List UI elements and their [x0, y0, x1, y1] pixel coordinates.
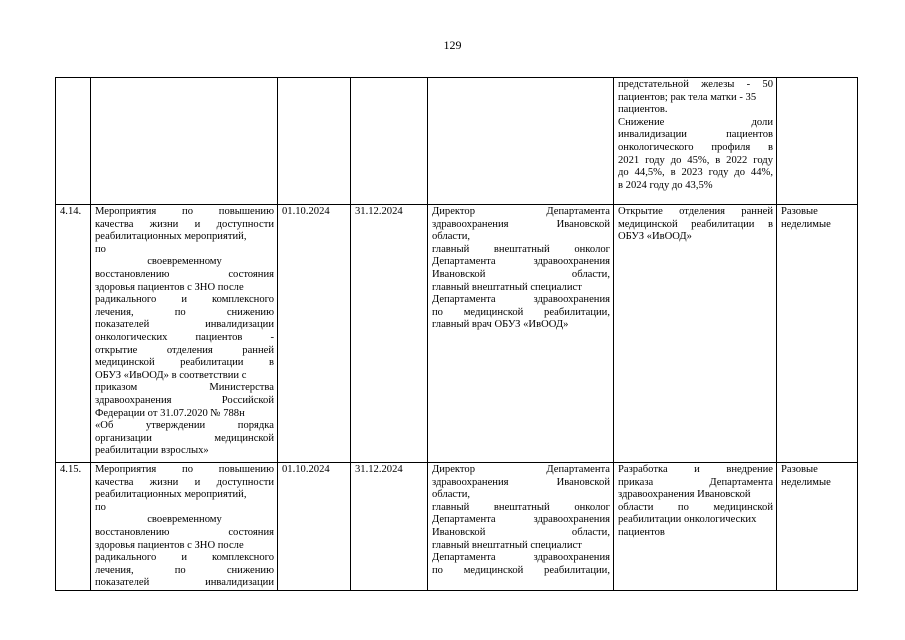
text-line: области, [432, 489, 471, 501]
text-line: Департамента здравоохранения [432, 514, 610, 526]
text-line: Открытие отделения ранней [618, 206, 773, 217]
text-line: по медицинской реабилитации, [432, 306, 610, 318]
text-line: до 44,5%, в 2023 году до 44%, [618, 167, 773, 179]
text-line: медицинской реабилитации в [95, 357, 274, 369]
text-line: Ивановской области, [432, 526, 610, 538]
text-line: Разовые [781, 464, 818, 475]
text-line: лечения, по снижению [95, 564, 274, 576]
text-line: приказом Министерства [95, 382, 274, 394]
text-line: по медицинской реабилитации, [432, 564, 610, 576]
cell-type [777, 78, 858, 205]
text-line: восстановлению состояния [95, 268, 274, 280]
cell-type [777, 463, 858, 591]
text-line: главный внештатный онколог [432, 243, 610, 255]
text-line: здоровья пациентов с ЗНО после [95, 539, 244, 551]
cell-number: 4.15. [56, 463, 91, 591]
text-line: реабилитации взрослых» [95, 445, 209, 457]
cell-end-date: 31.12.2024 [351, 205, 428, 463]
page-number: 129 [443, 38, 462, 52]
text-line: своевременному [147, 514, 222, 526]
text-line: Федерации от 31.07.2020 № 788н [95, 407, 245, 419]
text-line: лечения, по снижению [95, 306, 274, 318]
measures-table [55, 77, 858, 591]
text-line: главный внештатный специалист [432, 281, 582, 293]
text-line: онкологического профиля в [618, 141, 773, 153]
text-line: «Об утверждении порядка [95, 420, 274, 432]
text-line: Департамента здравоохранения [432, 294, 610, 306]
text-line: показателей инвалидизации [95, 319, 274, 331]
text-line: в 2024 году до 43,5% [618, 179, 713, 191]
cell-start-date [278, 78, 351, 205]
text-line: неделимые [781, 218, 831, 230]
text-line: Разовые [781, 206, 818, 217]
text-line: Мероприятия по повышению [95, 464, 274, 475]
cell-end-date [351, 78, 428, 205]
text-line: предстательной железы - 50 [618, 79, 773, 90]
cell-activity [91, 78, 278, 205]
text-line: здравоохранения Российской [95, 394, 274, 406]
text-line: радикального и комплексного [95, 294, 274, 306]
text-line: пациентов. [618, 104, 668, 116]
cell-number [56, 78, 91, 205]
table-row-continuation [56, 78, 858, 205]
text-line: Ивановской области, [432, 268, 610, 280]
text-line: здоровья пациентов с ЗНО после [95, 281, 244, 293]
text-line: Мероприятия по повышению [95, 206, 274, 217]
text-line: по [95, 501, 106, 513]
text-line: показателей инвалидизации [95, 577, 274, 589]
text-line: Директор Департамента [432, 464, 610, 475]
cell-end-date: 31.12.2024 [351, 463, 428, 591]
cell-number: 4.14. [56, 205, 91, 463]
cell-responsible [428, 78, 614, 205]
cell-start-date: 01.10.2024 [278, 463, 351, 591]
cell-result [614, 463, 777, 591]
text-line: реабилитации онкологических [618, 514, 757, 526]
text-line: пациентов; рак тела матки - 35 [618, 91, 757, 103]
text-line: открытие отделения ранней [95, 344, 274, 356]
text-line: области, [432, 231, 471, 243]
text-line: Департамента здравоохранения [432, 552, 610, 564]
cell-responsible [428, 463, 614, 591]
text-line: здравоохранения Ивановской [432, 218, 610, 230]
text-line: радикального и комплексного [95, 552, 274, 564]
text-line: качества жизни и доступности [95, 476, 274, 488]
text-line: здравоохранения Ивановской [618, 489, 751, 501]
text-line: области по медицинской [618, 501, 773, 513]
text-line: Снижение доли [618, 116, 773, 128]
cell-start-date: 01.10.2024 [278, 205, 351, 463]
text-line: Директор Департамента [432, 206, 610, 217]
text-line: главный внештатный специалист [432, 539, 582, 551]
text-line: реабилитационных мероприятий, [95, 489, 247, 501]
text-line: своевременному [147, 256, 222, 268]
text-line: неделимые [781, 476, 831, 488]
text-line: 2021 году до 45%, в 2022 году [618, 154, 773, 166]
text-line: реабилитационных мероприятий, [95, 231, 247, 243]
cell-type [777, 205, 858, 463]
table-row-4-14 [56, 205, 858, 463]
text-line: ОБУЗ «ИвООД» [618, 231, 692, 243]
text-line: инвалидизации пациентов [618, 129, 773, 141]
text-line: восстановлению состояния [95, 526, 274, 538]
table-row-4-15 [56, 463, 858, 591]
text-line: главный внештатный онколог [432, 501, 610, 513]
text-line: по [95, 243, 106, 255]
text-line: здравоохранения Ивановской [432, 476, 610, 488]
cell-activity [91, 205, 278, 463]
text-line: онкологических пациентов - [95, 331, 274, 343]
cell-result [614, 78, 777, 205]
cell-result [614, 205, 777, 463]
text-line: приказа Департамента [618, 476, 773, 488]
cell-activity [91, 463, 278, 591]
text-line: медицинской реабилитации в [618, 218, 773, 230]
text-line: пациентов [618, 526, 665, 538]
text-line: организации медицинской [95, 432, 274, 444]
text-line: Разработка и внедрение [618, 464, 773, 475]
text-line: качества жизни и доступности [95, 218, 274, 230]
cell-responsible [428, 205, 614, 463]
text-line: Департамента здравоохранения [432, 256, 610, 268]
text-line: ОБУЗ «ИвООД» в соответствии с [95, 369, 247, 381]
text-line: главный врач ОБУЗ «ИвООД» [432, 319, 569, 331]
